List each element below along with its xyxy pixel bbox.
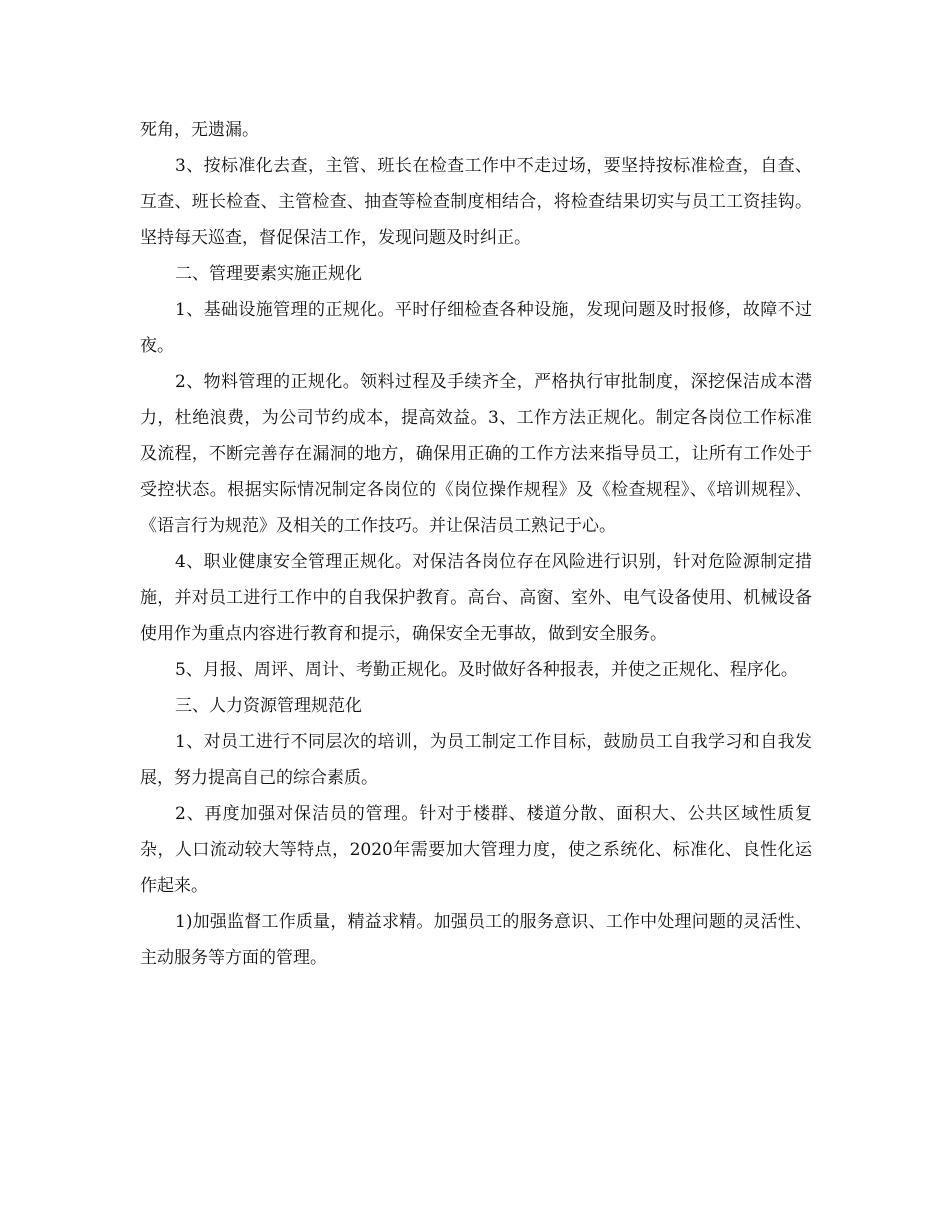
document-body: [140, 112, 812, 976]
paragraph-item-1-training: 1、对员工进行不同层次的培训，为员工制定工作目标，鼓励员工自我学习和自我发展，努力提高自己的综合素质。: [140, 732, 812, 788]
paragraph-item-3-inspection: 3、按标准化去查，主管、班长在检查工作中不走过场，要坚持按标准检查，自查、互查、班长检查、主管检查、抽查等检查制度相结合，将检查结果切实与员工工资挂钩。坚持每天巡查，督促保洁工作，发现问题及时纠正。: [140, 156, 812, 248]
section-heading-3: 三、人力资源管理规范化: [175, 696, 362, 716]
paragraph-item-5-reports: 5、月报、周评、周计、考勤正规化。及时做好各种报表，并使之正规化、程序化。: [175, 660, 798, 680]
paragraph-item-4-safety: 4、职业健康安全管理正规化。对保洁各岗位存在风险进行识别，针对危险源制定措施，并对员工进行工作中的自我保护教育。高台、高窗、室外、电气设备使用、机械设备使用作为重点内容进行教育和提示，确保安全无事故，做到安全服务。: [140, 552, 812, 644]
paragraph-subitem-1-quality: 1)加强监督工作质量，精益求精。加强员工的服务意识、工作中处理问题的灵活性、主动服务等方面的管理。: [140, 912, 812, 968]
paragraph-continuation: 死角，无遗漏。: [140, 120, 259, 140]
paragraph-item-2-materials: 2、物料管理的正规化。领料过程及手续齐全，严格执行审批制度，深挖保洁成本潜力，杜绝浪费，为公司节约成本，提高效益。3、工作方法正规化。制定各岗位工作标准及流程，不断完善存在漏洞的地方，确保用正确的工作方法来指导员工，让所有工作处于受控状态。根据实际情况制定各岗位的《岗位操作规程》及《检查规程》、《培训规程》、《语言行为规范》及相关的工作技巧。并让保洁员工熟记于心。: [140, 372, 812, 536]
paragraph-item-1-facilities: 1、基础设施管理的正规化。平时仔细检查各种设施，发现问题及时报修，故障不过夜。: [140, 300, 812, 356]
paragraph-item-2-cleaners: 2、再度加强对保洁员的管理。针对于楼群、楼道分散、面积大、公共区域性质复杂，人口流动较大等特点，2020年需要加大管理力度，使之系统化、标准化、良性化运作起来。: [140, 804, 812, 896]
section-heading-2: 二、管理要素实施正规化: [175, 264, 362, 284]
